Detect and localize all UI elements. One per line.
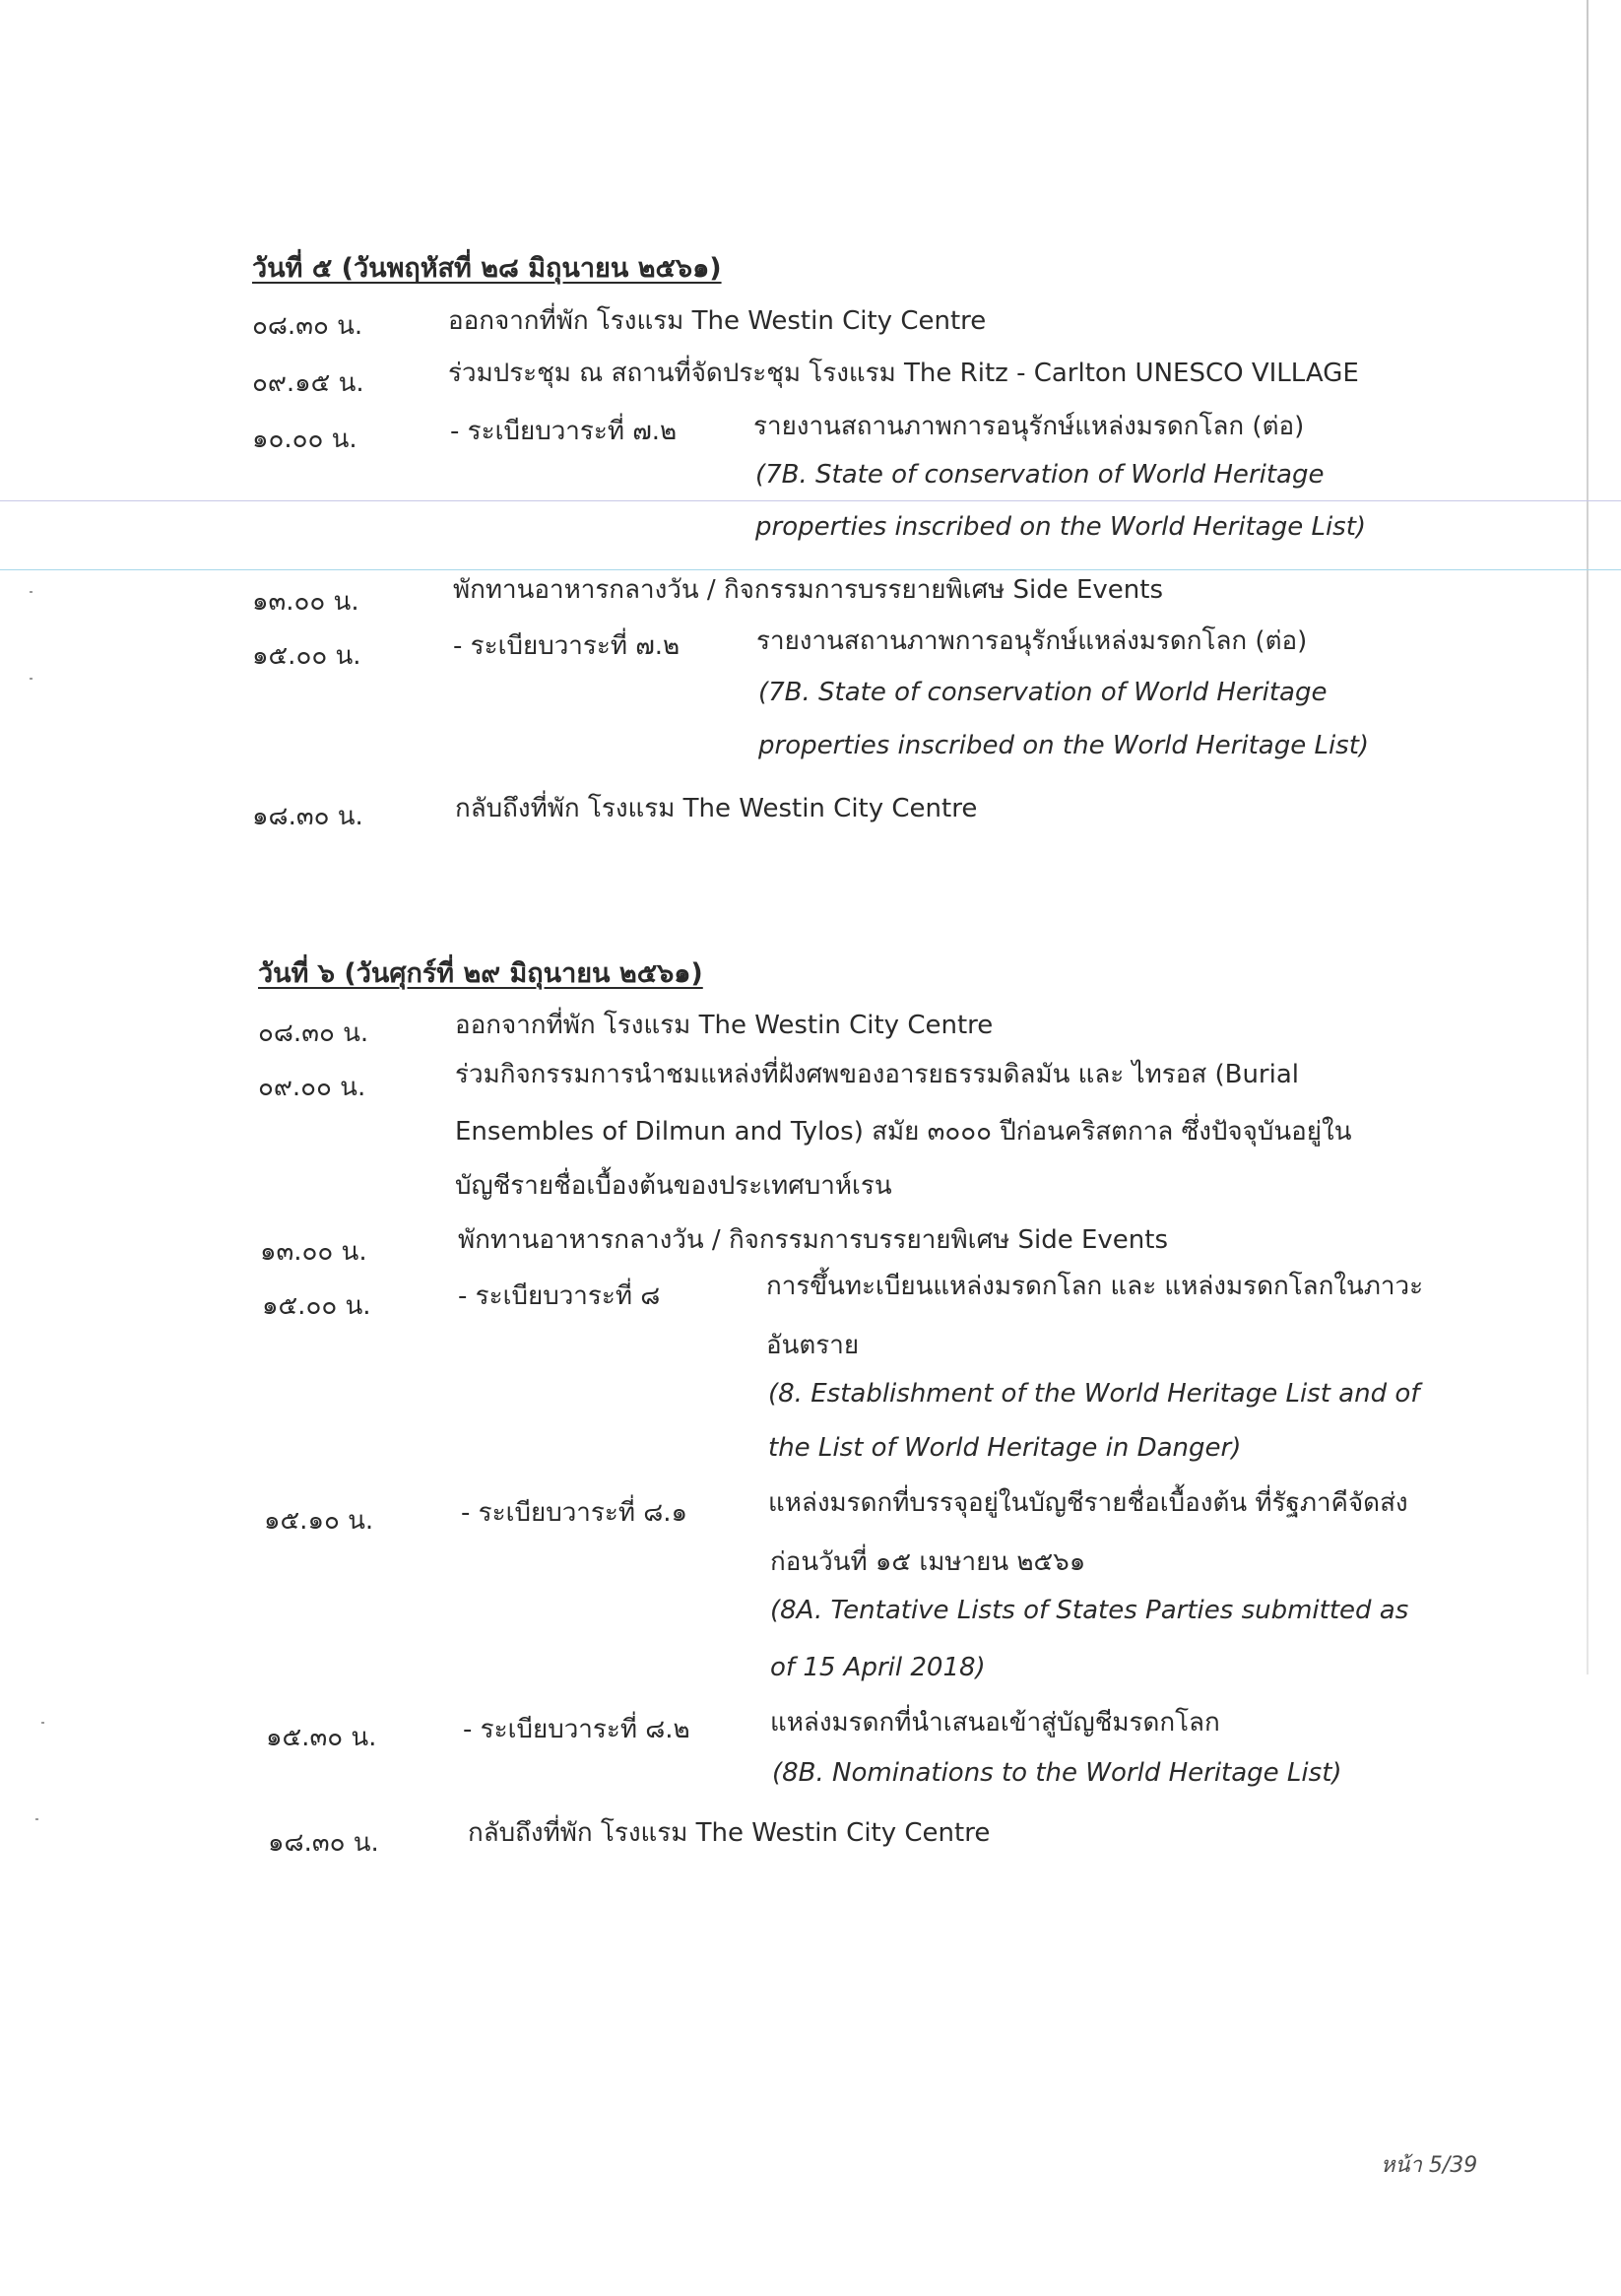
day5-title-en-5a: (7B. State of conservation of World Heritage bbox=[758, 678, 1328, 707]
scan-line bbox=[0, 500, 1621, 501]
day5-agenda-5: - ระเบียบวาระที่ ๗.๒ bbox=[453, 631, 681, 661]
day5-title-en-5b: properties inscribed on the World Heritage List) bbox=[758, 731, 1370, 760]
day6-time-5: ๑๕.๑๐ น. bbox=[264, 1506, 374, 1536]
day6-desc-1: ออกจากที่พัก โรงแรม The Westin City Centre bbox=[455, 1011, 994, 1040]
day6-desc-3: พักทานอาหารกลางวัน / กิจกรรมการบรรยายพิเศษ Side Events bbox=[458, 1225, 1168, 1255]
day6-agenda-4: - ระเบียบวาระที่ ๘ bbox=[458, 1281, 661, 1311]
page-number: หน้า 5/39 bbox=[1381, 2153, 1478, 2178]
day6-desc-2a: ร่วมกิจกรรมการนำชมแหล่งที่ฝังศพของอารยธรรมดิลมัน และ ไทรอส (Burial bbox=[455, 1060, 1299, 1089]
day6-title-th-4a: การขึ้นทะเบียนแหล่งมรดกโลก และ แหล่งมรดกโลกในภาวะ bbox=[766, 1272, 1424, 1301]
scan-speck bbox=[35, 1818, 38, 1820]
day6-time-3: ๑๓.๐๐ น. bbox=[260, 1237, 367, 1267]
day5-title-th-5: รายงานสถานภาพการอนุรักษ์แหล่งมรดกโลก (ต่อ) bbox=[756, 626, 1308, 656]
day6-title-en-4b: the List of World Heritage in Danger) bbox=[768, 1433, 1242, 1463]
day5-heading: วันที่ ๕ (วันพฤหัสที่ ๒๘ มิถุนายน ๒๕๖๑) bbox=[252, 253, 722, 284]
day6-title-en-4a: (8. Establishment of the World Heritage List and of bbox=[768, 1379, 1420, 1409]
day5-desc-2: ร่วมประชุม ณ สถานที่จัดประชุม โรงแรม The Ritz - Carlton UNESCO VILLAGE bbox=[448, 359, 1359, 388]
day6-time-4: ๑๕.๐๐ น. bbox=[262, 1291, 371, 1321]
scan-speck bbox=[30, 591, 32, 593]
day5-title-th-3: รายงานสถานภาพการอนุรักษ์แหล่งมรดกโลก (ต่อ) bbox=[753, 412, 1305, 441]
day5-desc-6: กลับถึงที่พัก โรงแรม The Westin City Centre bbox=[455, 794, 978, 823]
day5-time-5: ๑๕.๐๐ น. bbox=[252, 641, 361, 671]
day6-title-th-4b: อันตราย bbox=[766, 1331, 860, 1360]
day5-time-3: ๑๐.๐๐ น. bbox=[252, 425, 357, 454]
scan-edge bbox=[1587, 0, 1589, 1674]
day6-time-7: ๑๘.๓๐ น. bbox=[268, 1828, 379, 1858]
day5-agenda-3: - ระเบียบวาระที่ ๗.๒ bbox=[450, 417, 678, 446]
day5-time-2: ๐๙.๑๕ น. bbox=[252, 368, 364, 398]
day5-desc-4: พักทานอาหารกลางวัน / กิจกรรมการบรรยายพิเศษ Side Events bbox=[453, 575, 1163, 605]
day6-heading: วันที่ ๖ (วันศุกร์ที่ ๒๙ มิถุนายน ๒๕๖๑) bbox=[258, 958, 703, 989]
day5-time-6: ๑๘.๓๐ น. bbox=[252, 802, 363, 831]
day6-title-en-5a: (8A. Tentative Lists of States Parties submitted as bbox=[770, 1596, 1409, 1625]
day6-title-th-5b: ก่อนวันที่ ๑๕ เมษายน ๒๕๖๑ bbox=[770, 1547, 1086, 1577]
day5-time-1: ๐๘.๓๐ น. bbox=[252, 311, 363, 341]
day6-agenda-5: - ระเบียบวาระที่ ๘.๑ bbox=[461, 1498, 688, 1528]
day6-title-th-5a: แหล่งมรดกที่บรรจุอยู่ในบัญชีรายชื่อเบื้องต้น ที่รัฐภาคีจัดส่ง bbox=[768, 1488, 1408, 1518]
day6-time-2: ๐๙.๐๐ น. bbox=[258, 1073, 366, 1102]
day5-desc-1: ออกจากที่พัก โรงแรม The Westin City Centre bbox=[448, 306, 987, 336]
day6-time-6: ๑๕.๓๐ น. bbox=[266, 1723, 377, 1752]
scan-speck bbox=[41, 1722, 44, 1724]
day6-agenda-6: - ระเบียบวาระที่ ๘.๒ bbox=[463, 1715, 690, 1744]
day5-title-en-3a: (7B. State of conservation of World Heritage bbox=[755, 460, 1325, 490]
day6-title-th-6: แหล่งมรดกที่นำเสนอเข้าสู่บัญชีมรดกโลก bbox=[770, 1708, 1220, 1738]
scan-speck bbox=[30, 678, 32, 680]
day5-time-4: ๑๓.๐๐ น. bbox=[252, 587, 359, 617]
day6-desc-7: กลับถึงที่พัก โรงแรม The Westin City Centre bbox=[468, 1818, 991, 1848]
day5-title-en-3b: properties inscribed on the World Heritage List) bbox=[755, 512, 1367, 542]
day6-title-en-5b: of 15 April 2018) bbox=[770, 1653, 986, 1682]
day6-time-1: ๐๘.๓๐ น. bbox=[258, 1018, 369, 1048]
day6-desc-2b: Ensembles of Dilmun and Tylos) สมัย ๓๐๐๐ ปีก่อนคริสตกาล ซึ่งปัจจุบันอยู่ใน bbox=[455, 1117, 1352, 1147]
day6-title-en-6: (8B. Nominations to the World Heritage List) bbox=[772, 1758, 1342, 1788]
day6-desc-2c: บัญชีรายชื่อเบื้องต้นของประเทศบาห์เรน bbox=[455, 1171, 892, 1201]
